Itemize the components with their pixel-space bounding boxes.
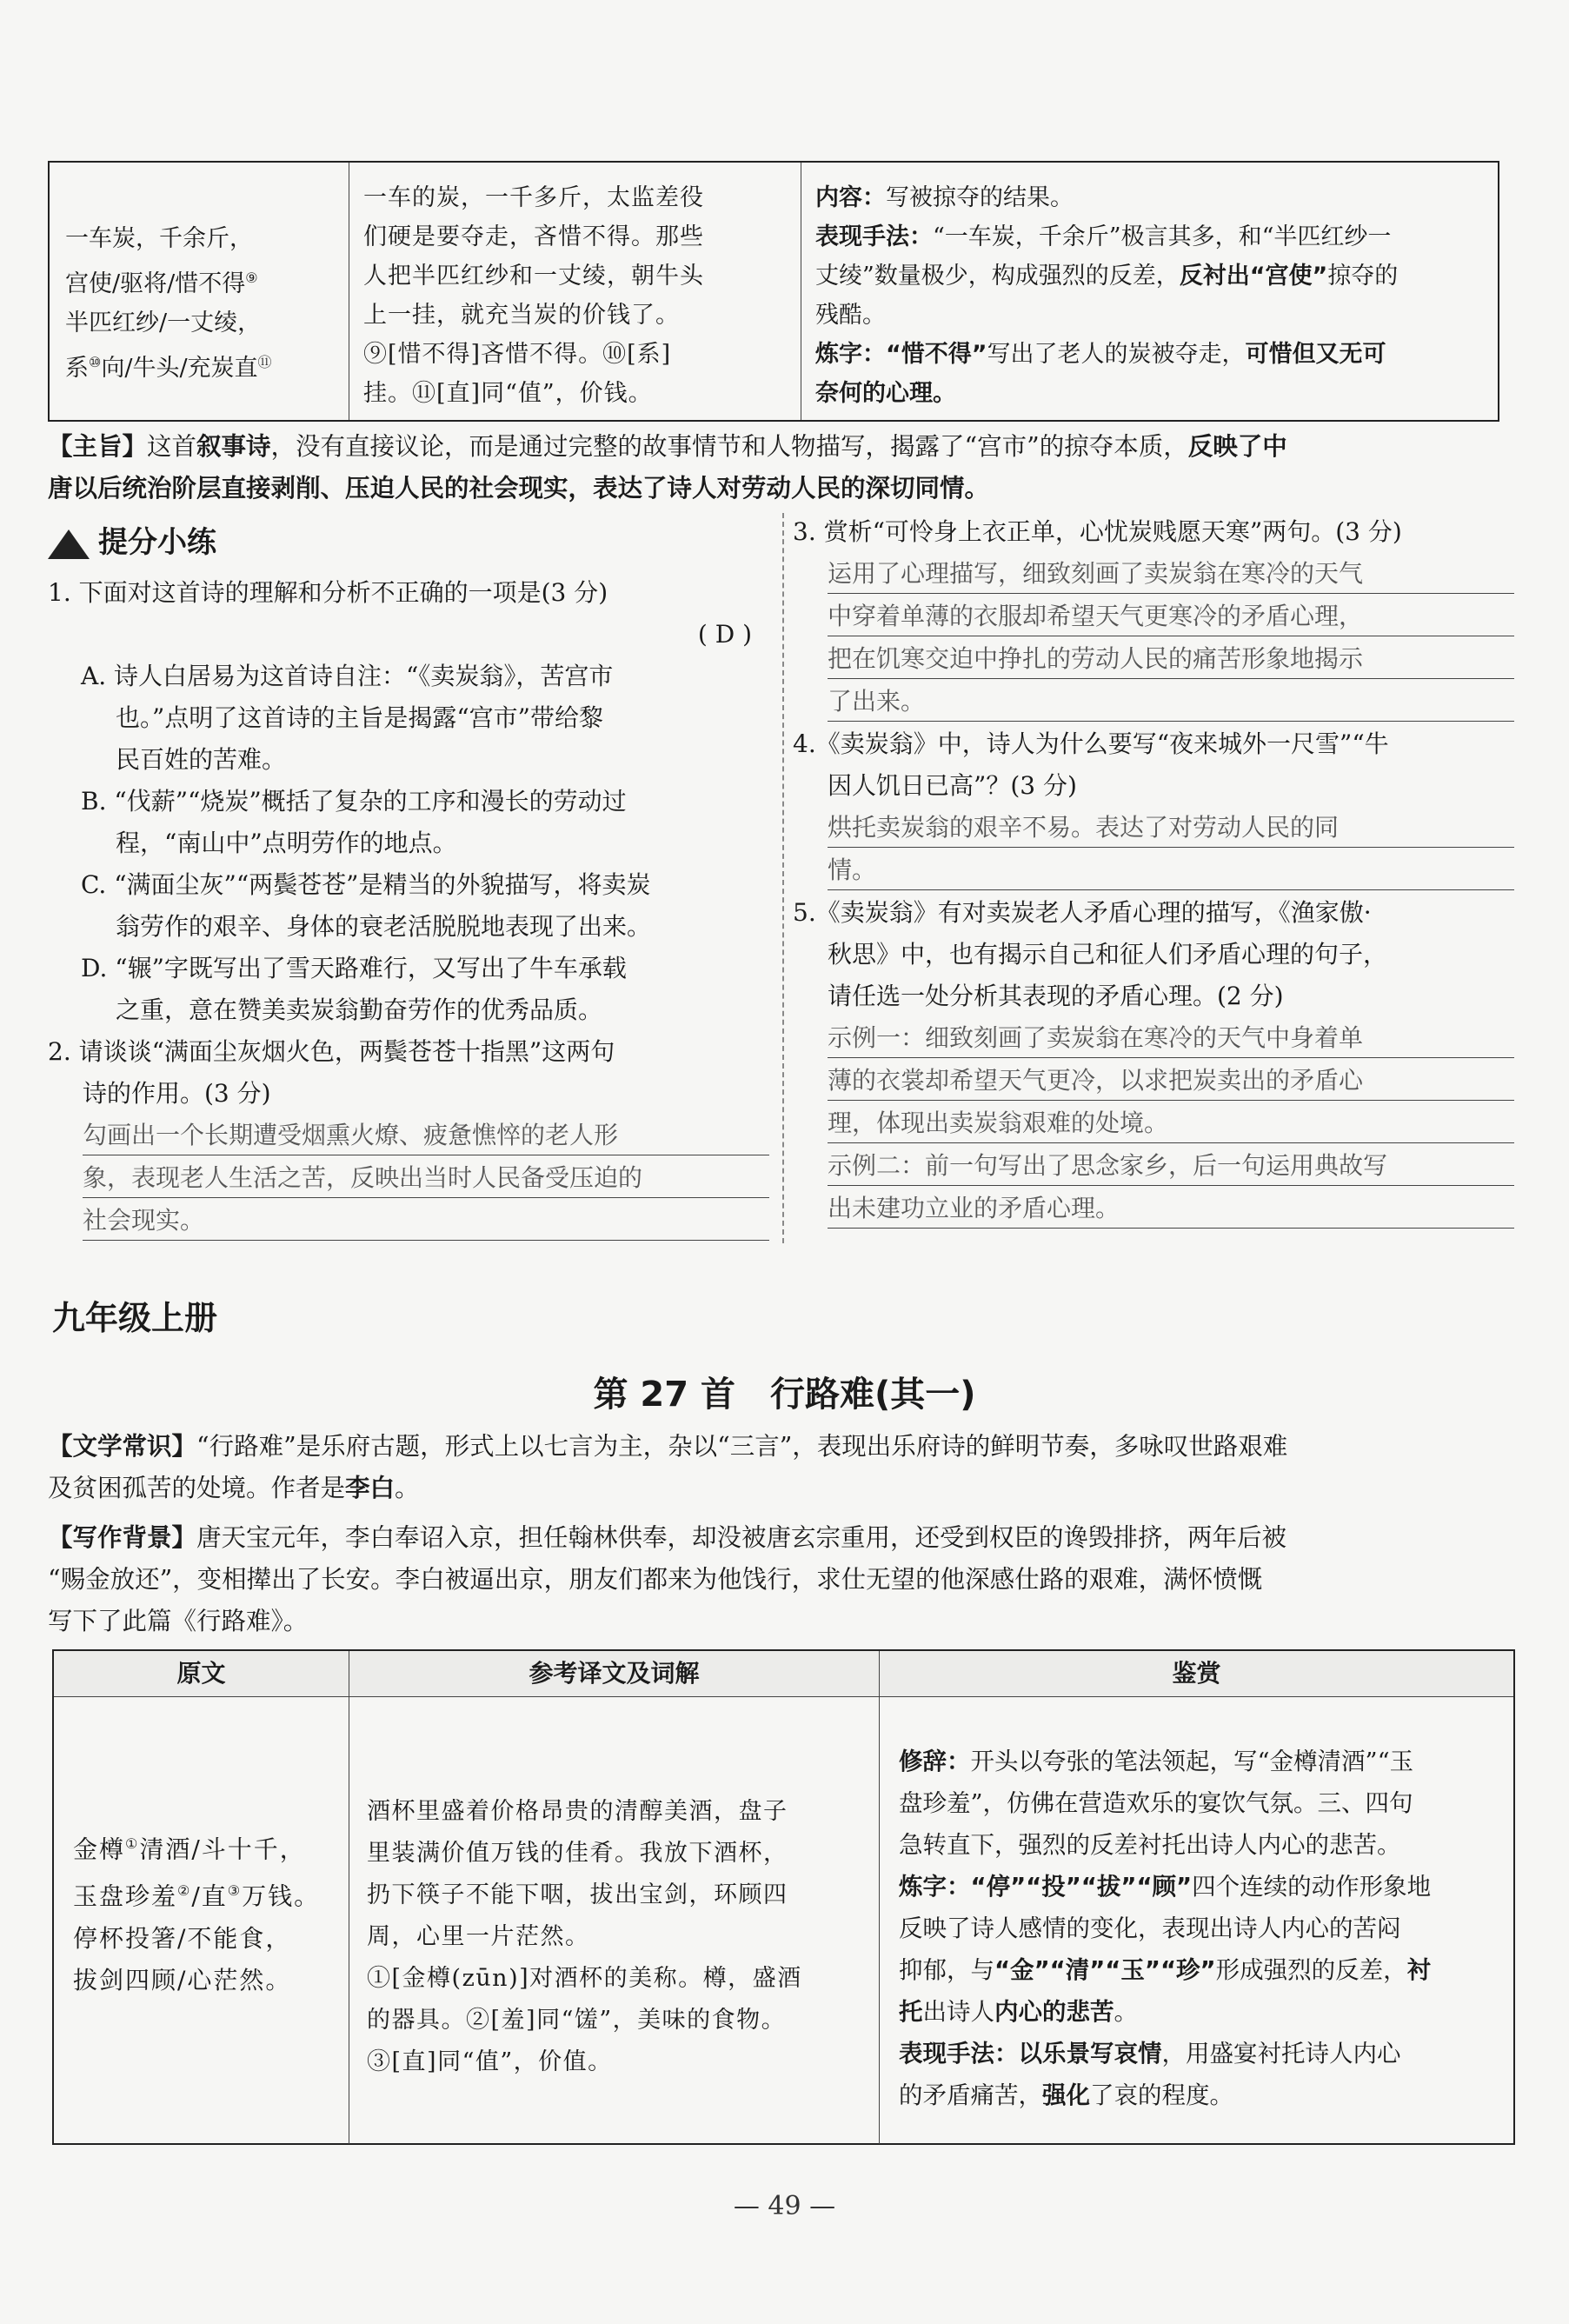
literary-knowledge [48, 1426, 1526, 1509]
translation-line: ⑨[惜不得]吝惜不得。⑩[系] [363, 341, 672, 368]
poem-table-top [48, 161, 1499, 422]
question-5: 5.《卖炭翁》有对卖炭老人矛盾心理的描写，《渔家傲· [793, 898, 1372, 927]
poem-table-bottom [52, 1649, 1515, 2145]
rhetoric-line: 修辞：开头以夸张的笔法领起，写“金樽清酒”“玉 [899, 1748, 1414, 1775]
translation-line: 上一挂，就充当炭的价钱了。 [363, 302, 680, 329]
practice-right-column [793, 511, 1514, 1230]
technique-line: 表现手法：以乐景写哀情，用盛宴衬托诗人内心 [899, 2040, 1401, 2068]
original-line: 停杯投箸/不能食， [73, 1923, 292, 1953]
question-4: 4.《卖炭翁》中，诗人为什么要写“夜来城外一尺雪”“牛 [793, 729, 1389, 758]
word-line: 反映了诗人感情的变化，表现出诗人内心的苦闷 [899, 1914, 1401, 1942]
translation-line: ③[直]同“值”，价值。 [367, 2048, 613, 2075]
technique-line [815, 256, 1484, 296]
original-text-cell [50, 163, 349, 420]
question-2: 2. 请谈谈“满面尘灰烟火色，两鬓苍苍十指黑”这两句 [48, 1037, 615, 1066]
bg-text: 写下了此篇《行路难》。 [48, 1607, 309, 1635]
bg-text: “赐金放还”，变相撵出了长安。李白被逼出京，朋友们都来为他饯行，求仕无望的他深感仕路的艰难，满怀愤慨 [48, 1565, 1263, 1594]
translation-line: 酒杯里盛着价格昂贵的清醇美酒，盘子 [367, 1798, 788, 1825]
question-5: 请任选一处分析其表现的矛盾心理。(2 分) [828, 982, 1284, 1010]
original-text-cell [54, 1697, 349, 2144]
translation-line: 扔下筷子不能下咽，拔出宝剑，环顾四 [367, 1881, 788, 1908]
word-line: 托出诗人内心的悲苦。 [899, 1998, 1138, 2026]
translation-line: 周，心里一片茫然。 [367, 1923, 590, 1950]
question-5: 秋思》中，也有揭示自己和征人们矛盾心理的句子， [828, 940, 1388, 969]
technique-bold: 反衬出“宫使” [1179, 263, 1328, 290]
word-label: 炼字： [815, 341, 886, 368]
word-bold: 奈何的心理。 [815, 380, 956, 407]
word-bold: 可惜但又无可 [1245, 341, 1386, 368]
header-original: 原文 [54, 1651, 349, 1696]
word-text: 写出了老人的炭被夺走， [987, 341, 1246, 368]
column-divider [782, 513, 784, 1243]
original-line: 拔剑四顾/心茫然。 [73, 1965, 292, 1994]
technique-line [815, 217, 1484, 256]
translation-line: 一车的炭，一千多斤，太监差役 [363, 184, 704, 211]
theme-bold: 反映了中 [1187, 432, 1287, 461]
theme-bold: 唐以后统治阶层直接剥削、压迫人民的社会现实，表达了诗人对劳动人民的深切同情。 [48, 474, 990, 503]
question-1: 1. 下面对这首诗的理解和分析不正确的一项是(3 分) [48, 578, 608, 607]
author-name: 李白 [345, 1474, 396, 1502]
table-body [54, 1697, 1513, 2144]
appreciation-cell [801, 163, 1498, 420]
translation-line: ①[金樽(zūn)]对酒杯的美称。樽，盛酒 [367, 1965, 802, 1992]
word-line: 炼字：“停”“投”“拔”“顾”四个连续的动作形象地 [899, 1873, 1432, 1901]
practice-heading: 提分小练 [48, 522, 769, 563]
original-line: 金樽①清酒/斗十千， [73, 1835, 306, 1864]
translation-line: 的器具。②[羞]同“馐”，美味的食物。 [367, 2007, 787, 2034]
option-a: A. 诗人白居易为这首诗自注：“《卖炭翁》，苦宫市 也。”点明了这首诗的主旨是揭露“宫市”带给黎 民百姓的苦难。 [81, 662, 614, 774]
translation-line: 挂。⑪[直]同“值”，价钱。 [363, 380, 653, 407]
appreciation-cell [880, 1697, 1513, 2144]
lit-text: 。 [395, 1474, 420, 1502]
question-4: 因人饥日已高”？(3 分) [828, 771, 1077, 800]
answer-3: 运用了心理描写，细致刻画了卖炭翁在寒冷的天气 中穿着单薄的衣服却希望天气更寒冷的矛盾心理， 把在饥寒交迫中挣扎的劳动人民的痛苦形象地揭示 了出来。 [793, 553, 1514, 722]
answer-2: 勾画出一个长期遭受烟熏火燎、疲惫憔悴的老人形 象，表现老人生活之苦，反映出当时人民备受压迫的 社会现实。 [48, 1115, 769, 1241]
technique-line: 的矛盾痛苦，强化了哀的程度。 [899, 2081, 1233, 2109]
rhetoric-line: 盘珍羞”，仿佛在营造欢乐的宴饮气氛。三、四句 [899, 1789, 1413, 1817]
theme-label: 【主旨】 [48, 432, 148, 461]
option-c: C. “满面尘灰”“两鬓苍苍”是精当的外貌描写，将卖炭 翁劳作的艰辛、身体的衰老活脱脱地表现了出来。 [81, 870, 652, 941]
lit-text: “行路难”是乐府古题，形式上以七言为主，杂以“三言”，表现出乐府诗的鲜明节奏，多咏叹世路艰难 [196, 1432, 1288, 1461]
content-line [815, 178, 1484, 217]
content-text: 写被掠夺的结果。 [886, 184, 1074, 211]
answer-5: 示例一：细致刻画了卖炭翁在寒冷的天气中身着单 薄的衣裳却希望天气更冷，以求把炭卖出的矛盾心 理，体现出卖炭翁艰难的处境。 示例二：前一句写出了思念家乡，后一句运用典故写 出未建功立业的矛盾心理。 [793, 1017, 1514, 1229]
translation-line: 们硬是要夺走，吝惜不得。那些 [363, 223, 704, 250]
theme-text: 这首 [147, 432, 197, 461]
word-line [815, 335, 1484, 374]
bg-label: 【写作背景】 [48, 1523, 197, 1552]
page-number: — 49 — [733, 2191, 836, 2221]
lit-label: 【文学常识】 [48, 1432, 197, 1461]
poem-title: 第 27 首 行路难(其一) [593, 1375, 976, 1415]
lit-text: 及贫困孤苦的处境。作者是 [48, 1474, 346, 1502]
header-appreciation: 鉴赏 [1172, 1659, 1221, 1688]
option-b: B. “伐薪”“烧炭”概括了复杂的工序和漫长的劳动过 程，“南山中”点明劳作的地点。 [81, 787, 627, 857]
translation-line: 里装满价值万钱的佳肴。我放下酒杯， [367, 1840, 788, 1867]
theme-bold: 叙事诗 [196, 432, 271, 461]
technique-text: “一车炭，千余斤”极言其多，和“半匹红纱一 [933, 223, 1392, 250]
word-line: 抑郁，与“金”“清”“玉”“珍”形成强烈的反差，衬 [899, 1956, 1432, 1984]
translation-cell [349, 163, 801, 420]
technique-text: 残酷。 [815, 302, 886, 329]
theme-paragraph [48, 426, 1517, 509]
original-line: 宫使/驱将/惜不得⑨ [65, 270, 258, 297]
original-line: 半匹红纱/一丈绫， [65, 310, 262, 336]
option-d: D. “辗”字既写出了雪天路难行，又写出了牛车承载 之重，意在赞美卖炭翁勤奋劳作的优秀品质。 [81, 954, 627, 1024]
translation-cell [349, 1697, 880, 2144]
technique-text: 掠夺的 [1327, 263, 1399, 290]
triangle-icon [48, 529, 90, 559]
bg-text: 唐天宝元年，李白奉诏入京，担任翰林供奉，却没被唐玄宗重用，还受到权臣的谗毁排挤，两年后被 [196, 1523, 1287, 1552]
question-2: 诗的作用。(3 分) [83, 1079, 271, 1108]
original-line: 系⑩向/牛头/充炭直⑪ [65, 354, 272, 382]
theme-text: ，没有直接议论，而是通过完整的故事情节和人物描写，揭露了“宫市”的掠夺本质， [270, 432, 1188, 461]
table-header [54, 1651, 1513, 1697]
translation-line: 人把半匹红纱和一丈绫，朝牛头 [363, 263, 704, 290]
header-translation: 参考译文及词解 [349, 1651, 880, 1696]
rhetoric-line: 急转直下，强烈的反差衬托出诗人内心的悲苦。 [899, 1831, 1401, 1859]
grade-heading: 九年级上册 [52, 1299, 218, 1337]
writing-background [48, 1517, 1526, 1642]
technique-label: 表现手法： [815, 223, 933, 250]
original-line: 一车炭，千余斤， [65, 225, 253, 252]
answer-4: 烘托卖炭翁的艰辛不易。表达了对劳动人民的同 情。 [793, 807, 1514, 890]
original-line: 玉盘珍羞②/直③万钱。 [73, 1881, 321, 1911]
question-1-answer: ( D ) [697, 620, 752, 649]
practice-left-column [48, 522, 769, 1242]
word-bold: “惜不得” [886, 341, 987, 368]
question-3: 3. 赏析“可怜身上衣正单，心忧炭贱愿天寒”两句。(3 分) [793, 517, 1402, 546]
content-label: 内容： [815, 184, 886, 211]
technique-text: 丈绫”数量极少，构成强烈的反差， [815, 263, 1180, 290]
